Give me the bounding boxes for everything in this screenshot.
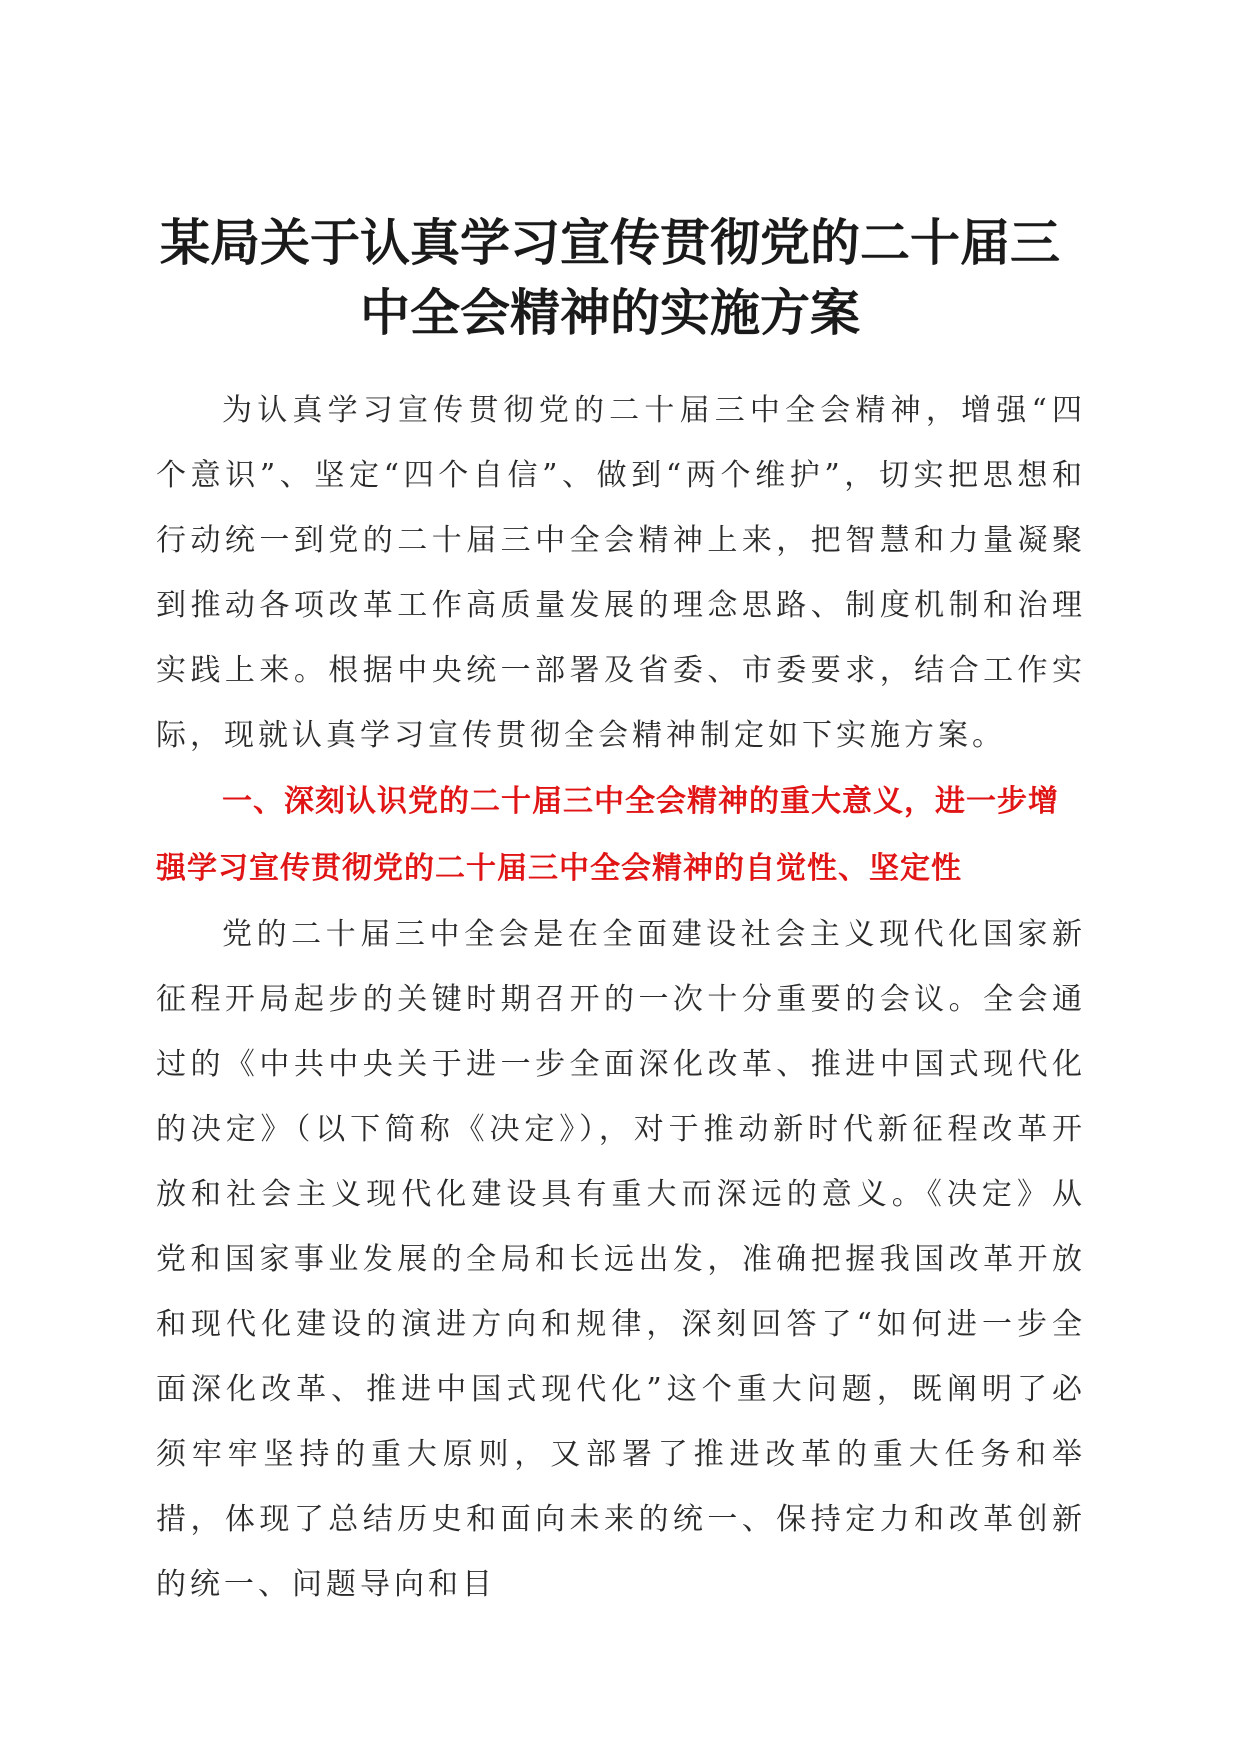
section-1-paragraph: 党的二十届三中全会是在全面建设社会主义现代化国家新征程开局起步的关键时期召开的一次十分重要的会议。全会通过的《中共中央关于进一步全面深化改革、推进中国式现代化的决定》（以下简称《决定》），对于推动新时代新征程改革开放和社会主义现代化建设具有重大而深远的意义。《决定》从党和国家事业发展的全局和长远出发，准确把握我国改革开放和现代化建设的演进方向和规律，深刻回答了“如何进一步全面深化改革、推进中国式现代化”这个重大问题，既阐明了必须牢牢坚持的重大原则，又部署了推进改革的重大任务和举措，体现了总结历史和面向未来的统一、保持定力和改革创新的统一、问题导向和目 (156, 917, 1086, 1602)
document-body (156, 378, 1086, 1617)
document-title: 某局关于认真学习宣传贯彻党的二十届三中全会精神的实施方案 (160, 213, 1060, 342)
section-1-heading: 一、深刻认识党的二十届三中全会精神的重大意义，进一步增强学习宣传贯彻党的二十届三中全会精神的自觉性、坚定性 (156, 784, 1059, 886)
intro-paragraph: 为认真学习宣传贯彻党的二十届三中全会精神，增强“四个意识”、坚定“四个自信”、做到“两个维护”，切实把思想和行动统一到党的二十届三中全会精神上来，把智慧和力量凝聚到推动各项改革工作高质量发展的理念思路、制度机制和治理实践上来。根据中央统一部署及省委、市委要求，结合工作实际，现就认真学习宣传贯彻全会精神制定如下实施方案。 (156, 393, 1086, 753)
